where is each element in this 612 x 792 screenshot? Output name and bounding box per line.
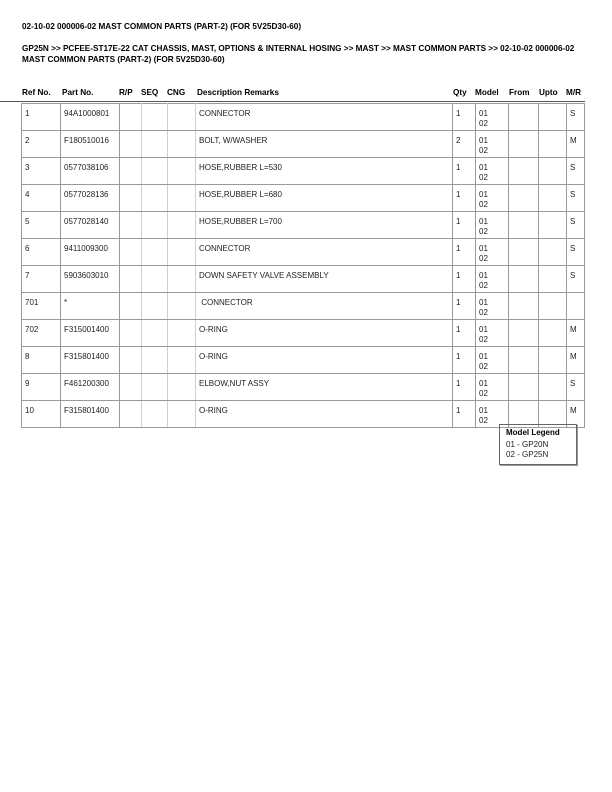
mr-cell: M xyxy=(567,347,585,374)
part-no-cell: F315801400 xyxy=(61,347,120,374)
mr-cell: S xyxy=(567,104,585,131)
ref-no-cell: 701 xyxy=(22,293,61,320)
model-legend-item: 02 - GP25N xyxy=(506,450,549,459)
model-code: 02 xyxy=(479,281,488,290)
model-code: 02 xyxy=(479,308,488,317)
part-no-cell: F461200300 xyxy=(61,374,120,401)
seq-cell xyxy=(142,320,168,347)
model-code: 02 xyxy=(479,254,488,263)
seq-cell xyxy=(142,212,168,239)
upto-cell xyxy=(539,239,567,266)
from-cell xyxy=(509,158,539,185)
qty-cell: 1 xyxy=(453,158,476,185)
qty-cell: 1 xyxy=(453,401,476,428)
seq-cell xyxy=(142,131,168,158)
model-code: 01 xyxy=(479,271,488,280)
rp-cell xyxy=(120,239,142,266)
rp-cell xyxy=(120,401,142,428)
upto-cell xyxy=(539,131,567,158)
model-cell xyxy=(476,131,509,158)
mr-cell: S xyxy=(567,266,585,293)
upto-cell xyxy=(539,185,567,212)
model-code: 02 xyxy=(479,173,488,182)
header-cng: CNG xyxy=(167,88,186,97)
seq-cell xyxy=(142,158,168,185)
model-cell xyxy=(476,158,509,185)
model-cell xyxy=(476,239,509,266)
model-code: 02 xyxy=(479,146,488,155)
breadcrumb: GP25N >> PCFEE-ST17E-22 CAT CHASSIS, MAST, OPTIONS & INTERNAL HOSING >> MAST >> MAST COMMON PARTS >> 02-10-02 000006-02 MAST COMMON PARTS (PART-2) (FOR 5V25D30-60) xyxy=(22,44,575,64)
cng-cell xyxy=(168,158,196,185)
model-code: 01 xyxy=(479,136,488,145)
rp-cell xyxy=(120,374,142,401)
part-no-cell: F180510016 xyxy=(61,131,120,158)
part-no-cell: 0577028136 xyxy=(61,185,120,212)
model-code: 01 xyxy=(479,244,488,253)
upto-cell xyxy=(539,293,567,320)
description-cell: O-RING xyxy=(196,401,453,428)
from-cell xyxy=(509,212,539,239)
table-row xyxy=(22,185,585,212)
qty-cell: 1 xyxy=(453,293,476,320)
table-row xyxy=(22,293,585,320)
ref-no-cell: 702 xyxy=(22,320,61,347)
rp-cell xyxy=(120,266,142,293)
part-no-cell: F315801400 xyxy=(61,401,120,428)
cng-cell xyxy=(168,320,196,347)
qty-cell: 1 xyxy=(453,320,476,347)
model-code: 01 xyxy=(479,109,488,118)
model-cell xyxy=(476,347,509,374)
description-cell: BOLT, W/WASHER xyxy=(196,131,453,158)
cng-cell xyxy=(168,293,196,320)
cng-cell xyxy=(168,239,196,266)
model-code: 01 xyxy=(479,190,488,199)
model-code: 01 xyxy=(479,325,488,334)
model-code: 01 xyxy=(479,163,488,172)
model-code: 02 xyxy=(479,200,488,209)
ref-no-cell: 9 xyxy=(22,374,61,401)
seq-cell xyxy=(142,293,168,320)
upto-cell xyxy=(539,212,567,239)
part-no-cell: F315001400 xyxy=(61,320,120,347)
model-code: 01 xyxy=(479,379,488,388)
ref-no-cell: 7 xyxy=(22,266,61,293)
parts-table xyxy=(21,103,585,428)
ref-no-cell: 2 xyxy=(22,131,61,158)
model-cell xyxy=(476,212,509,239)
seq-cell xyxy=(142,266,168,293)
description-cell: CONNECTOR xyxy=(196,239,453,266)
description-cell: HOSE,RUBBER L=530 xyxy=(196,158,453,185)
model-code: 01 xyxy=(479,298,488,307)
mr-cell: S xyxy=(567,212,585,239)
qty-cell: 1 xyxy=(453,212,476,239)
qty-cell: 1 xyxy=(453,266,476,293)
from-cell xyxy=(509,374,539,401)
header-from: From xyxy=(509,88,530,97)
part-no-cell: 0577028140 xyxy=(61,212,120,239)
qty-cell: 1 xyxy=(453,104,476,131)
model-cell xyxy=(476,374,509,401)
header-ref-no: Ref No. xyxy=(22,88,51,97)
rp-cell xyxy=(120,131,142,158)
model-code: 02 xyxy=(479,389,488,398)
from-cell xyxy=(509,104,539,131)
from-cell xyxy=(509,185,539,212)
qty-cell: 1 xyxy=(453,239,476,266)
from-cell xyxy=(509,266,539,293)
cng-cell xyxy=(168,212,196,239)
cng-cell xyxy=(168,266,196,293)
table-row xyxy=(22,104,585,131)
mr-cell: S xyxy=(567,374,585,401)
table-row xyxy=(22,266,585,293)
model-code: 02 xyxy=(479,227,488,236)
seq-cell xyxy=(142,185,168,212)
description-cell: HOSE,RUBBER L=700 xyxy=(196,212,453,239)
cng-cell xyxy=(168,401,196,428)
mr-cell: S xyxy=(567,239,585,266)
model-code: 02 xyxy=(479,335,488,344)
ref-no-cell: 1 xyxy=(22,104,61,131)
rp-cell xyxy=(120,185,142,212)
description-cell: DOWN SAFETY VALVE ASSEMBLY xyxy=(196,266,453,293)
mr-cell: S xyxy=(567,158,585,185)
model-cell xyxy=(476,185,509,212)
table-row xyxy=(22,347,585,374)
from-cell xyxy=(509,347,539,374)
model-legend-title: Model Legend xyxy=(506,428,560,437)
upto-cell xyxy=(539,158,567,185)
header-part-no: Part No. xyxy=(62,88,94,97)
rp-cell xyxy=(120,212,142,239)
ref-no-cell: 5 xyxy=(22,212,61,239)
mr-cell: M xyxy=(567,401,585,428)
upto-cell xyxy=(539,347,567,374)
model-code: 02 xyxy=(479,362,488,371)
mr-cell: M xyxy=(567,131,585,158)
header-divider xyxy=(0,101,585,102)
ref-no-cell: 8 xyxy=(22,347,61,374)
part-no-cell: 0577038106 xyxy=(61,158,120,185)
part-no-cell: * xyxy=(61,293,120,320)
header-model: Model xyxy=(475,88,499,97)
table-row xyxy=(22,212,585,239)
description-cell: O-RING xyxy=(196,320,453,347)
model-legend xyxy=(499,424,577,465)
qty-cell: 1 xyxy=(453,374,476,401)
seq-cell xyxy=(142,401,168,428)
upto-cell xyxy=(539,374,567,401)
cng-cell xyxy=(168,185,196,212)
ref-no-cell: 3 xyxy=(22,158,61,185)
part-no-cell: 5903603010 xyxy=(61,266,120,293)
model-cell xyxy=(476,266,509,293)
rp-cell xyxy=(120,158,142,185)
model-cell xyxy=(476,104,509,131)
header-description: Description Remarks xyxy=(197,88,279,97)
qty-cell: 1 xyxy=(453,347,476,374)
mr-cell xyxy=(567,293,585,320)
table-row xyxy=(22,131,585,158)
model-code: 02 xyxy=(479,416,488,425)
seq-cell xyxy=(142,104,168,131)
qty-cell: 1 xyxy=(453,185,476,212)
table-row xyxy=(22,239,585,266)
from-cell xyxy=(509,131,539,158)
cng-cell xyxy=(168,104,196,131)
model-legend-item: 01 - GP20N xyxy=(506,440,549,449)
table-row xyxy=(22,158,585,185)
seq-cell xyxy=(142,374,168,401)
header-mr: M/R xyxy=(566,88,582,97)
from-cell xyxy=(509,239,539,266)
model-code: 02 xyxy=(479,119,488,128)
model-code: 01 xyxy=(479,352,488,361)
part-no-cell: 94A1000801 xyxy=(61,104,120,131)
description-cell: CONNECTOR xyxy=(196,104,453,131)
seq-cell xyxy=(142,239,168,266)
description-cell: O-RING xyxy=(196,347,453,374)
description-cell: ELBOW,NUT ASSY xyxy=(196,374,453,401)
from-cell xyxy=(509,293,539,320)
model-code: 01 xyxy=(479,217,488,226)
model-code: 01 xyxy=(479,406,488,415)
header-qty: Qty xyxy=(453,88,467,97)
rp-cell xyxy=(120,320,142,347)
ref-no-cell: 4 xyxy=(22,185,61,212)
rp-cell xyxy=(120,104,142,131)
rp-cell xyxy=(120,347,142,374)
upto-cell xyxy=(539,104,567,131)
header-rp: R/P xyxy=(119,88,133,97)
cng-cell xyxy=(168,131,196,158)
part-no-cell: 9411009300 xyxy=(61,239,120,266)
cng-cell xyxy=(168,347,196,374)
ref-no-cell: 10 xyxy=(22,401,61,428)
mr-cell: S xyxy=(567,185,585,212)
table-row xyxy=(22,374,585,401)
upto-cell xyxy=(539,320,567,347)
rp-cell xyxy=(120,293,142,320)
table-row xyxy=(22,320,585,347)
page-title: 02-10-02 000006-02 MAST COMMON PARTS (PART-2) (FOR 5V25D30-60) xyxy=(22,22,302,31)
seq-cell xyxy=(142,347,168,374)
header-seq: SEQ xyxy=(141,88,159,97)
qty-cell: 2 xyxy=(453,131,476,158)
mr-cell: M xyxy=(567,320,585,347)
model-cell xyxy=(476,293,509,320)
model-cell xyxy=(476,320,509,347)
ref-no-cell: 6 xyxy=(22,239,61,266)
description-cell: HOSE,RUBBER L=680 xyxy=(196,185,453,212)
from-cell xyxy=(509,320,539,347)
cng-cell xyxy=(168,374,196,401)
description-cell: CONNECTOR xyxy=(196,293,453,320)
header-upto: Upto xyxy=(539,88,558,97)
upto-cell xyxy=(539,266,567,293)
